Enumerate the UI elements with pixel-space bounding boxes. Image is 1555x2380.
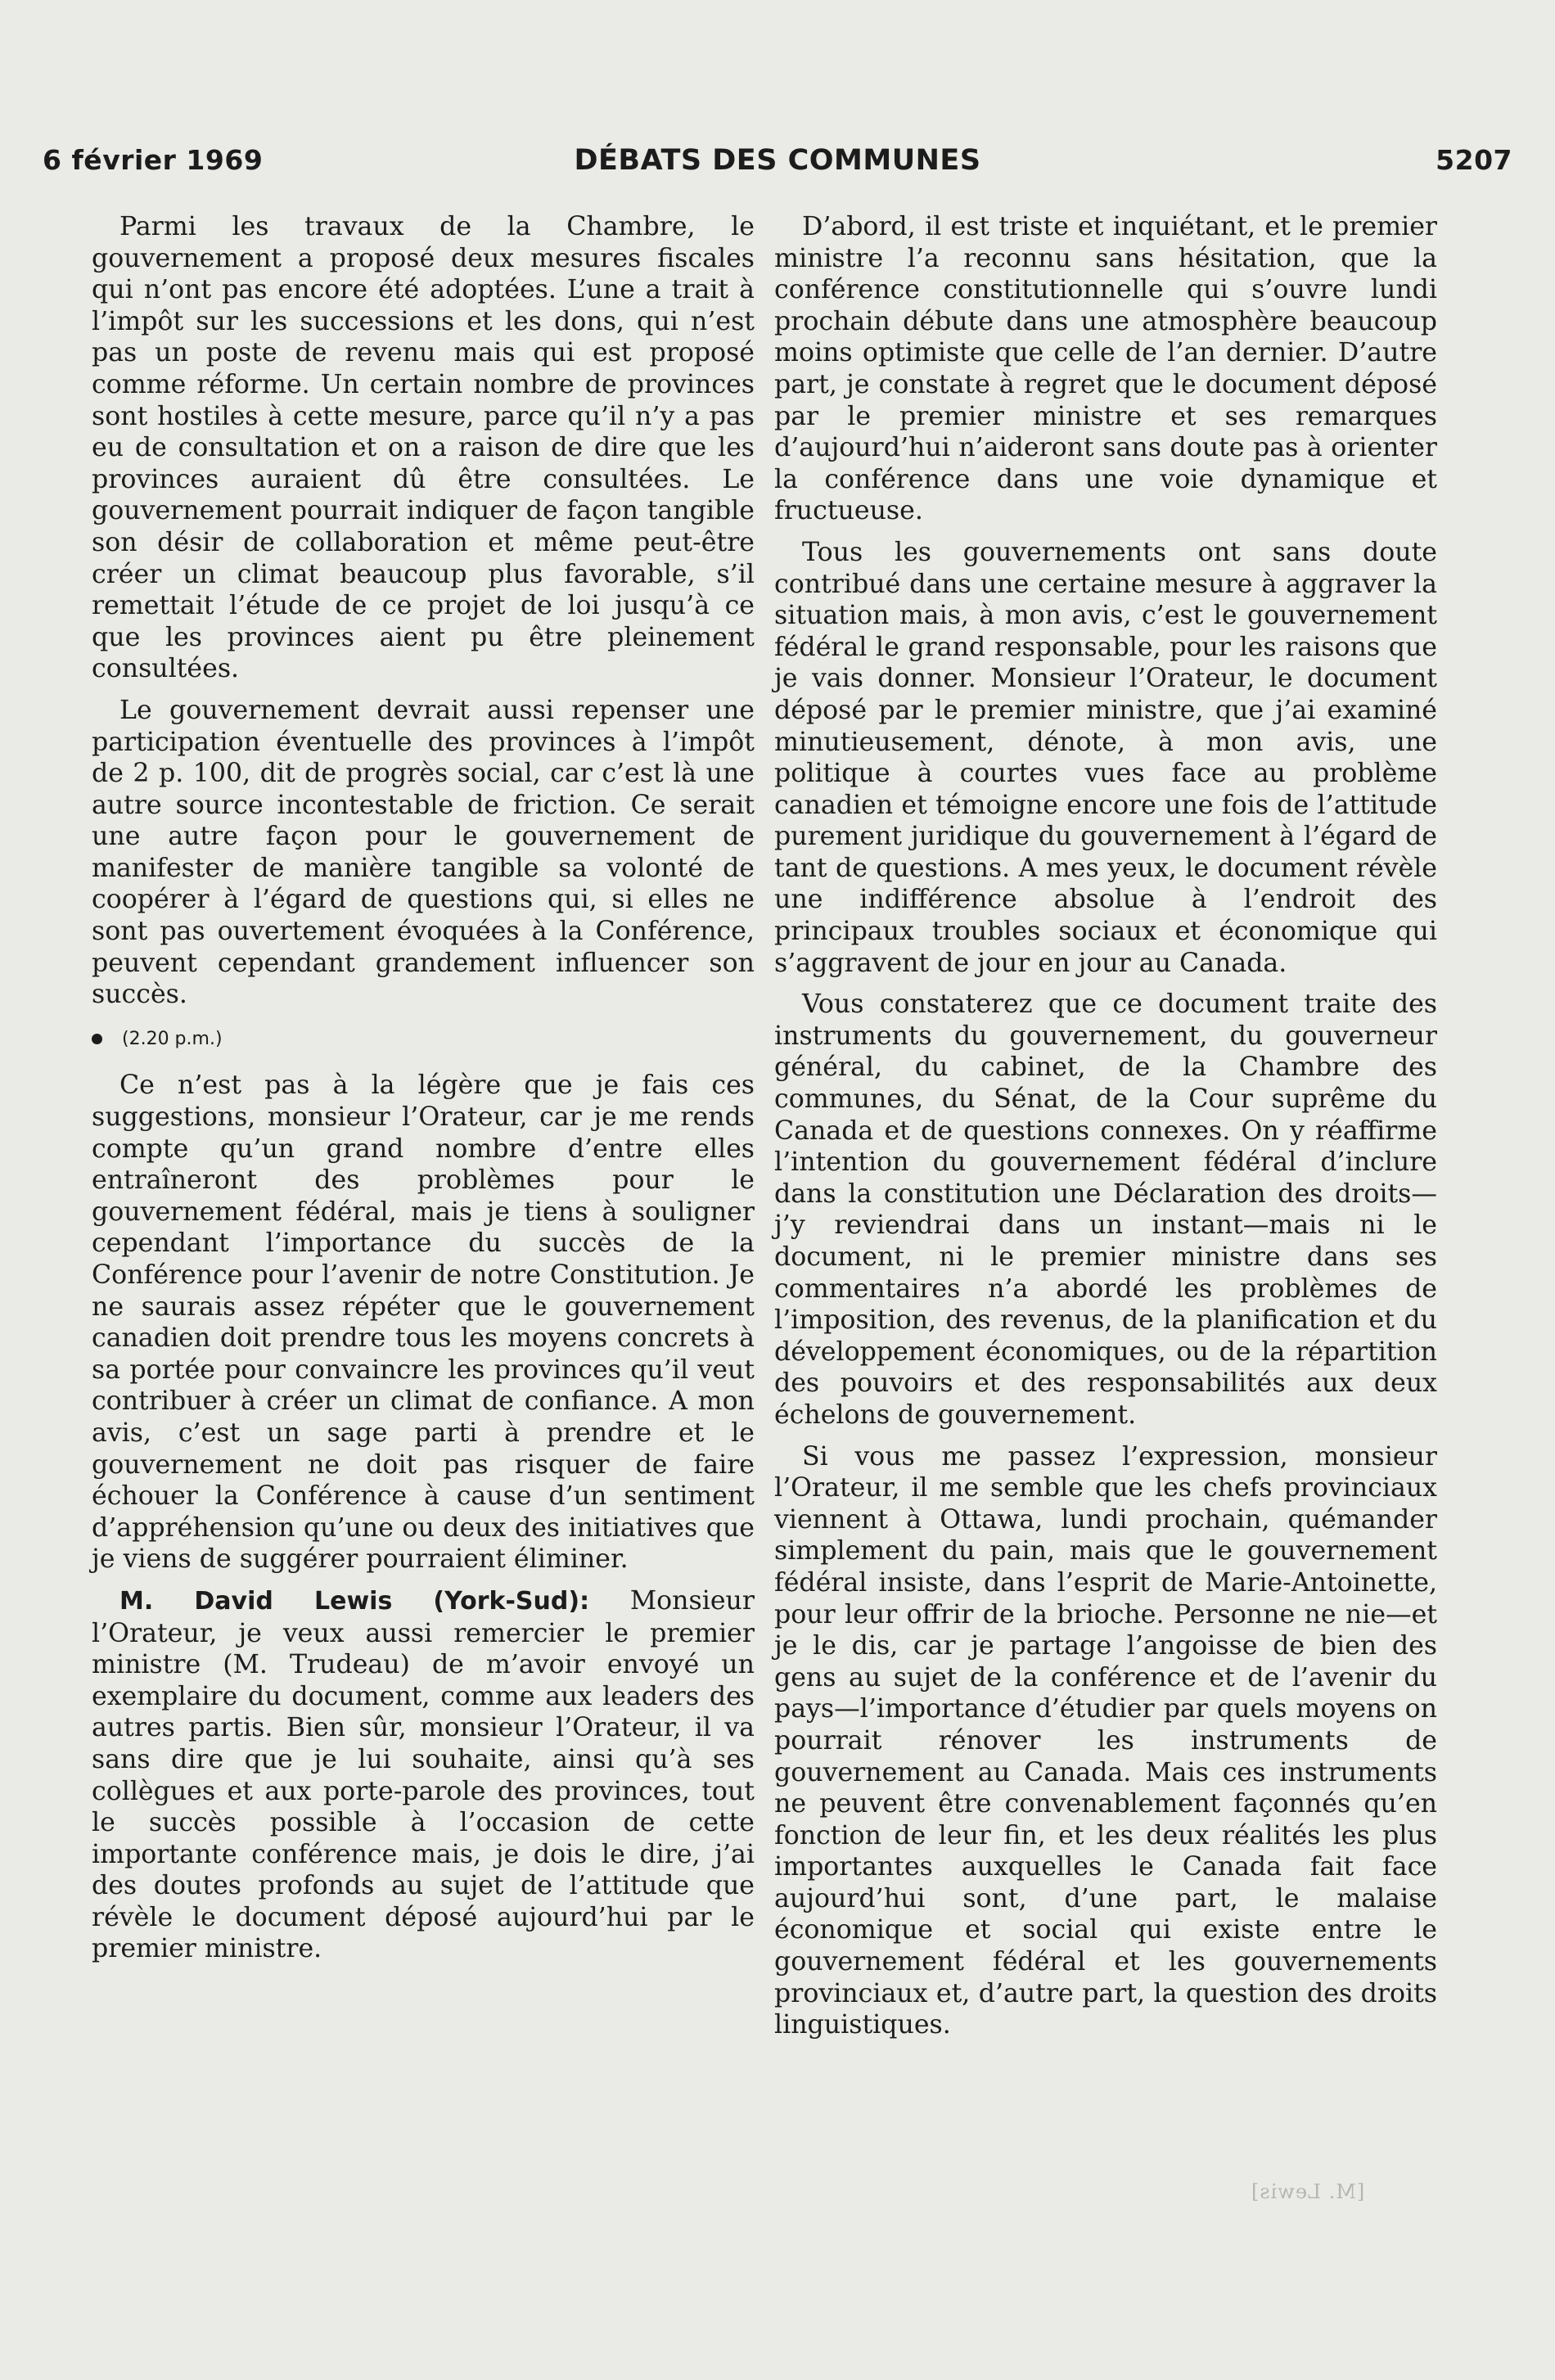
header-date: 6 février 1969 xyxy=(43,144,264,176)
paragraph: Vous constaterez que ce document traite des instruments du gouvernement, du gouverneur général, du cabinet, de la Chambre des communes, du Sénat, de la Cour suprême du Canada et de questions connexes. On y réaffirme l’intention du gouvernement fédéral d’inclure dans la constitution une Déclaration des droits—j’y reviendrai dans un instant—mais ni le document, ni le premier ministre dans ses commentaires n’a abordé les problèmes de l’imposition, des revenus, de la planification et du développement économiques, ou de la répartition des pouvoirs et des responsabilités aux deux échelons de gouvernement. xyxy=(774,989,1437,1430)
left-column xyxy=(92,211,755,1975)
paragraph: Ce n’est pas à la légère que je fais ces suggestions, monsieur l’Orateur, car je me rends compte qu’un grand nombre d’entre elles entraîneront des problèmes pour le gouvernement fédéral, mais je tiens à souligner cependant l’importance du succès de la Conférence pour l’avenir de notre Constitution. Je ne saurais assez répéter que le gouvernement canadien doit prendre tous les moyens concrets à sa portée pour convaincre les provinces qu’il veut contribuer à créer un climat de confiance. A mon avis, c’est un sage parti à prendre et le gouvernement ne doit pas risquer de faire échouer la Conférence à cause d’un sentiment d’appréhension qu’une ou deux des initiatives que je viens de suggérer pourraient éliminer. xyxy=(92,1071,755,1575)
right-column xyxy=(774,211,1437,2051)
speaker-paragraph xyxy=(92,1585,755,1965)
header-title: DÉBATS DES COMMUNES xyxy=(574,144,981,177)
paragraph: Parmi les travaux de la Chambre, le gouvernement a proposé deux mesures fiscales qui n’ont pas encore été adoptées. L’une a trait à l’impôt sur les successions et les dons, qui n’est pas un poste de revenu mais qui est proposé comme réforme. Un certain nombre de provinces sont hostiles à cette mesure, parce qu’il n’y a pas eu de consultation et on a raison de dire que les provinces auraient dû être consultées. Le gouvernement pourrait indiquer de façon tangible son désir de collaboration et même peut-être créer un climat beaucoup plus favorable, s’il remettait l’étude de ce projet de loi jusqu’à ce que les provinces aient pu être pleinement consultées. xyxy=(92,212,755,684)
paragraph: Tous les gouvernements ont sans doute contribué dans une certaine mesure à aggraver la situation mais, à mon avis, c’est le gouvernement fédéral le grand responsable, pour les raisons que je vais donner. Monsieur l’Orateur, le document déposé par le premier ministre, que j’ai examiné minutieusement, dénote, à mon avis, une politique à courtes vues face au problème canadien et témoigne encore une fois de l’attitude purement juridique du gouvernement à l’égard de tant de questions. A mes yeux, le document révèle une indifférence absolue à l’endroit des principaux troubles sociaux et économique qui s’aggravent de jour en jour au Canada. xyxy=(774,537,1437,978)
paragraph: Si vous me passez l’expression, monsieur l’Orateur, il me semble que les chefs provinciaux viennent à Ottawa, lundi prochain, quémander simplement du pain, mais que le gouvernement fédéral insiste, dans l’esprit de Marie-Antoinette, pour leur offrir de la brioche. Personne ne nie—et je le dis, car je partage l’angoisse de bien des gens au sujet de la conférence et de l’avenir du pays—l’importance d’étudier par quels moyens on pourrait rénover les instruments de gouvernement au Canada. Mais ces instruments ne peuvent être convenablement façonnés qu’en fonction de leur fin, et les deux réalités les plus importantes auxquelles le Canada fait face aujourd’hui sont, d’une part, le malaise économique et social qui existe entre le gouvernement fédéral et les gouvernements provinciaux et, d’autre part, la question des droits linguistiques. xyxy=(774,1441,1437,2040)
header-page-number: 5207 xyxy=(1436,144,1512,176)
bullet-icon xyxy=(92,1034,102,1044)
paragraph: Le gouvernement devrait aussi repenser une participation éventuelle des provinces à l’impôt de 2 p. 100, dit de progrès social, car c’est là une autre source incontestable de friction. Ce serait une autre façon pour le gouvernement de manifester de manière tangible sa volonté de coopérer à l’égard de questions qui, si elles ne sont pas ouvertement évoquées à la Conférence, peuvent cependant grandement influencer son succès. xyxy=(92,695,755,1010)
paragraph: D’abord, il est triste et inquiétant, et le premier ministre l’a reconnu sans hésitation, que la conférence constitutionnelle qui s’ouvre lundi prochain débute dans une atmosphère beaucoup moins optimiste que celle de l’an dernier. D’autre part, je constate à regret que le document déposé par le premier ministre et ses remarques d’aujourd’hui n’aideront sans doute pas à orienter la conférence dans une voie dynamique et fructueuse. xyxy=(774,212,1437,526)
time-stamp: (2.20 p.m.) xyxy=(122,1028,223,1049)
speech-text: Monsieur l’Orateur, je veux aussi remercier le premier ministre (M. Trudeau) de m’avoir envoyé un exemplaire du document, comme aux leaders des autres partis. Bien sûr, monsieur l’Orateur, il va sans dire que je lui souhaite, ainsi qu’à ses collègues et aux porte-parole des provinces, tout le succès possible à l’occasion de cette importante conférence mais, je dois le dire, j’ai des doutes profonds au sujet de l’attitude que révèle le document déposé aujourd’hui par le premier ministre. xyxy=(92,1585,755,1964)
page-header xyxy=(43,144,1512,183)
bleed-through-note: [M. Lewis] xyxy=(1251,2180,1365,2203)
time-marker xyxy=(92,1024,755,1056)
speaker-name: M. David Lewis (York-Sud): xyxy=(119,1586,590,1616)
